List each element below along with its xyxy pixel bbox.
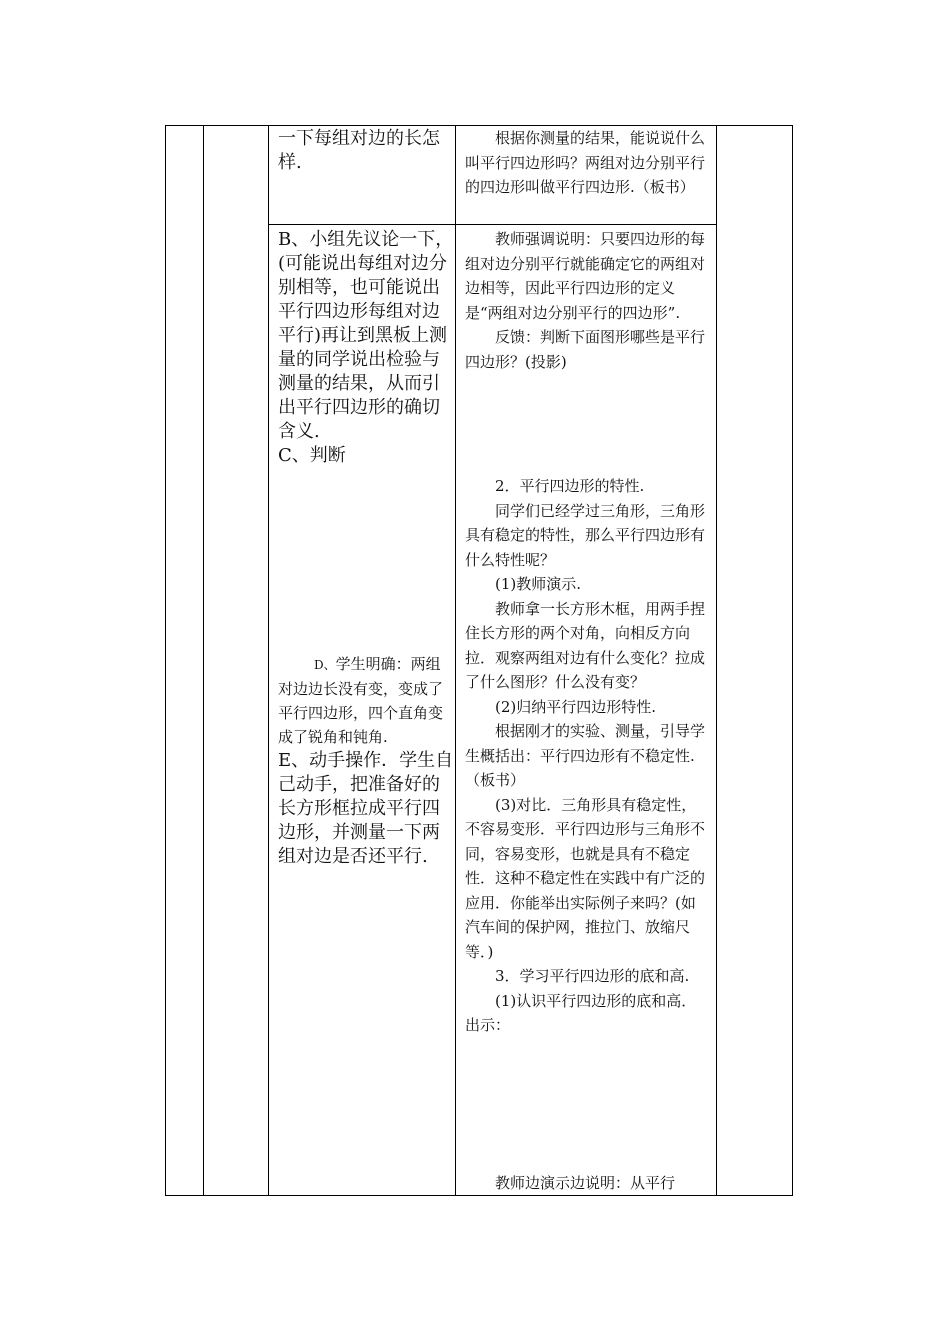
row1-teacher-activity: 根据你测量的结果，能说说什么叫平行四边形吗？两组对边分别平行的四边形叫做平行四边形.（板书） — [465, 129, 706, 196]
student-step-d: D、学生明确：两组对边边长没有变，变成了平行四边形，四个直角变成了锐角和钝角. — [278, 655, 444, 746]
student-step-b: B、小组先议论一下，(可能说出每组对边分别相等，也可能说出平行四边形每组对边平行)再让到黑板上测量的同学说出检验与测量的结果，从而引出平行四边形的确切含义. — [278, 229, 454, 442]
column-divider-3 — [455, 125, 456, 1196]
column-divider-2 — [268, 125, 269, 1196]
student-step-c: C、判断 — [278, 445, 346, 466]
table-right-border — [792, 125, 793, 1196]
student-step-e: E、动手操作．学生自己动手，把准备好的长方形框拉成平行四边形，并测量一下两组对边是否还平行. — [278, 750, 454, 867]
section-3-heading: 3．学习平行四边形的底和高. — [495, 967, 690, 985]
teacher-feedback: 反馈：判断下面图形哪些是平行四边形？(投影) — [465, 328, 706, 371]
teacher-note: 教师强调说明：只要四边形的每组对边分别平行就能确定它的两组对边相等，因此平行四边形的定义是“两组对边分别平行的四边形”. — [465, 230, 706, 322]
section-2-heading: 2．平行四边形的特性. — [495, 477, 645, 495]
column-divider-4 — [716, 125, 717, 1196]
row-divider — [268, 224, 716, 225]
row2-teacher-block-2: 2．平行四边形的特性. 同学们已经学过三角形，三角形具有稳定的特性，那么平行四边形有什么特性呢？ (1)教师演示. 教师拿一长方形木框，用两手捏住长方形的两个对角，向相反方向拉．观察两组对边有什么变化？拉成了什么图形？什么没有变？ (2)归纳平行四边形特性. 根据刚才的实验、测量，引导学生概括出：平行四边形有不稳定性.（板书） (3)对比．三角形具有稳定性，不容易变形．平行四边形与三角形不同，容易变形，也就是具有不稳定性．这种不稳定性在实践中有广泛的应用．你能举出实际例子来吗？(如汽车间的保护网，推拉门、放缩尺等．) 3．学习平行四边形的底和高. (1)认识平行四边形的底和高．出示： — [465, 474, 710, 1038]
row2-student-activity-d — [278, 652, 454, 869]
row2-teacher-block-1 — [465, 227, 710, 374]
row2-teacher-block-3: 教师边演示边说明：从平行 — [495, 1174, 676, 1192]
column-divider-1 — [203, 125, 204, 1196]
table-left-border — [165, 125, 166, 1196]
row1-student-activity: 一下每组对边的长怎样. — [278, 128, 440, 173]
row2-student-activity-b — [278, 228, 454, 468]
